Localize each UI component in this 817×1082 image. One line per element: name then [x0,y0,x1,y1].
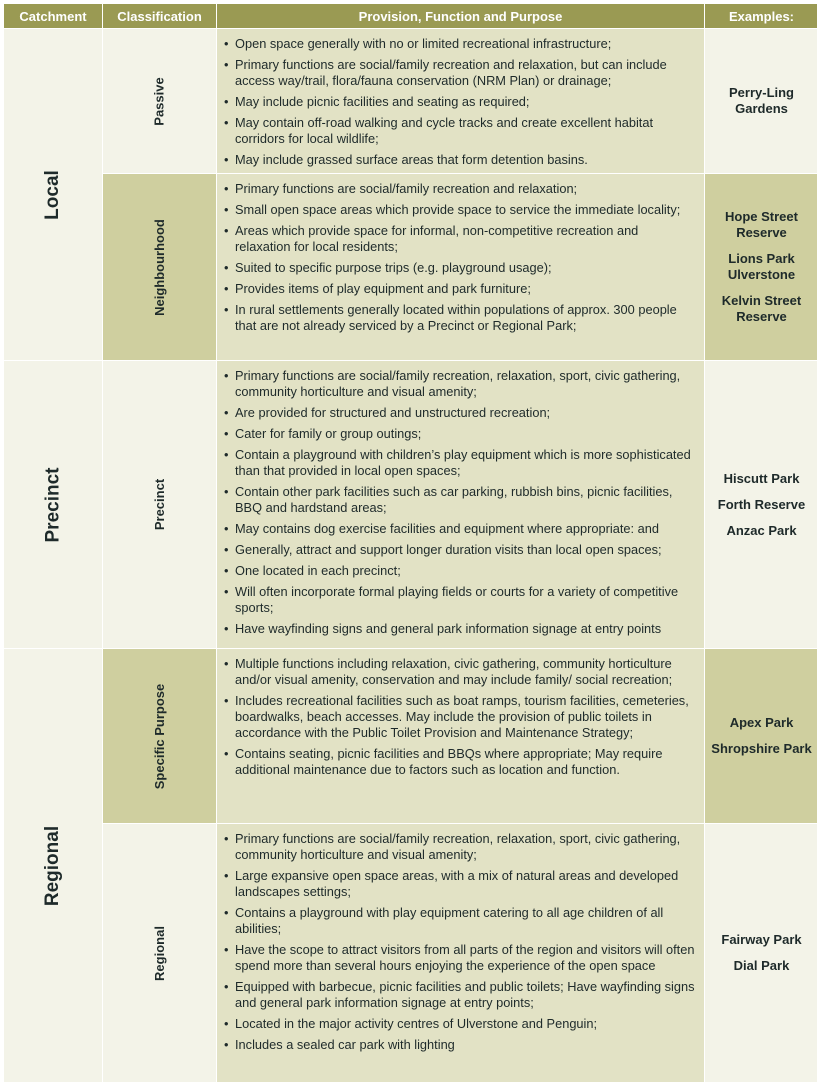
provision-item: • May contains dog exercise facilities and equipment where appropriate: and [217,521,696,537]
example-park: Anzac Park [726,522,797,538]
provision-item: • Primary functions are social/family recreation and relaxation; [217,181,696,197]
examples-cell [705,174,817,360]
header-classification: Classification [103,4,216,28]
classification-specific-purpose [103,649,216,823]
provision-list [217,181,696,334]
classification-label: Precinct [152,478,167,531]
example-park: Kelvin Street Reserve [721,293,802,324]
provision-item: • May include picnic facilities and seating as required; [217,94,696,110]
provision-cell [217,824,704,1082]
example-park: Dial Park [733,958,790,973]
provision-item: • May include grassed surface areas that form detention basins. [217,152,696,168]
provision-item: • Suited to specific purpose trips (e.g. playground usage); [217,260,696,276]
provision-item: • Will often incorporate formal playing fields or courts for a variety of competitive sports; [217,584,696,616]
header-examples: Examples: [705,4,817,28]
provision-item: • Provides items of play equipment and park furniture; [217,281,696,297]
provision-item: • Multiple functions including relaxation, civic gathering, community horticulture and/or visual amenity, conservation and may include family/ social recreation; [217,656,696,688]
examples-cell [705,29,817,173]
provision-item: • Are provided for structured and unstructured recreation; [217,405,696,421]
provision-item: • Includes recreational facilities such as boat ramps, tourism facilities, cemeteries, boardwalks, beach accesses. May include the provision of public toilets in accordance with the Public Toilet Provision and Maintenance Strategy; [217,693,696,741]
catchment-local [4,29,102,360]
provision-list [217,831,696,1053]
classification-regional [103,824,216,1082]
provision-cell [217,174,704,360]
provision-item: • Small open space areas which provide space to service the immediate locality; [217,202,696,218]
examples-cell [705,824,817,1082]
examples-cell [705,361,817,648]
provision-item: • Primary functions are social/family recreation and relaxation, but can include access way/trail, flora/fauna conservation (NRM Plan) or drainage; [217,57,696,89]
provision-item: • One located in each precinct; [217,563,696,579]
provision-item: • Includes a sealed car park with lighting [217,1037,696,1053]
classification-label: Specific Purpose [151,683,167,789]
provision-cell [217,29,704,173]
provision-list [217,368,696,637]
example-park: Hope Street Reserve [725,209,798,240]
provision-item: • Open space generally with no or limited recreational infrastructure; [217,36,696,52]
examples-cell [705,649,817,823]
example-park: Perry-Ling Gardens [728,85,794,116]
provision-list [217,656,696,778]
header-provision: Provision, Function and Purpose [217,4,704,28]
provision-item: • Contain other park facilities such as car parking, rubbish bins, picnic facilities, BBQ and hardstand areas; [217,484,696,516]
provision-cell [217,361,704,648]
provision-item: • Cater for family or group outings; [217,426,696,442]
provision-item: • Primary functions are social/family recreation, relaxation, sport, civic gathering, community horticulture and visual amenity; [217,368,696,400]
catchment-regional-label: Regional [41,825,63,906]
classification-passive [103,29,216,173]
provision-item: • Large expansive open space areas, with a mix of natural areas and developed landscapes settings; [217,868,696,900]
example-park: Hiscutt Park [723,470,800,486]
catchment-regional [4,649,102,1082]
provision-item: • Generally, attract and support longer duration visits than local open spaces; [217,542,696,558]
provision-item: • May contain off-road walking and cycle tracks and create excellent habitat corridors for local wildlife; [217,115,696,147]
example-park: Shropshire Park [711,741,812,756]
provision-item: • Primary functions are social/family recreation, relaxation, sport, civic gathering, community horticulture and visual amenity; [217,831,696,863]
provision-cell [217,649,704,823]
provision-item: • Equipped with barbecue, picnic facilities and public toilets; Have wayfinding signs and general park information signage at entry points; [217,979,696,1011]
classification-label: Passive [152,76,167,126]
provision-item: • Have the scope to attract visitors from all parts of the region and visitors will often spend more than several hours enjoying the experience of the open space [217,942,696,974]
provision-item: • Areas which provide space for informal, non-competitive recreation and relaxation for local residents; [217,223,696,255]
classification-label: Regional [152,925,167,981]
example-park: Forth Reserve [717,496,806,512]
catchment-local-label: Local [42,169,63,220]
provision-item: • Have wayfinding signs and general park information signage at entry points [217,621,696,637]
provision-item: • Contains a playground with play equipment catering to all age children of all abilities; [217,905,696,937]
classification-precinct [103,361,216,648]
provision-item: • Contains seating, picnic facilities and BBQs where appropriate; May require additional maintenance due to factors such as location and function. [217,746,696,778]
provision-item: • Contain a playground with children’s play equipment which is more sophisticated than that provided in local open spaces; [217,447,696,479]
classification-neighbourhood [103,174,216,360]
provision-item: • In rural settlements generally located within populations of approx. 300 people that are not already serviced by a Precinct or Regional Park; [217,302,696,334]
example-park: Lions Park Ulverstone [727,251,796,282]
example-park: Fairway Park [721,932,802,947]
header-catchment: Catchment [4,4,102,28]
provision-item: • Located in the major activity centres of Ulverstone and Penguin; [217,1016,696,1032]
catchment-precinct [4,361,102,648]
example-park: Apex Park [729,715,794,730]
provision-list [217,36,696,168]
catchment-precinct-label: Precinct [41,467,63,542]
classification-label: Neighbourhood [151,218,167,316]
